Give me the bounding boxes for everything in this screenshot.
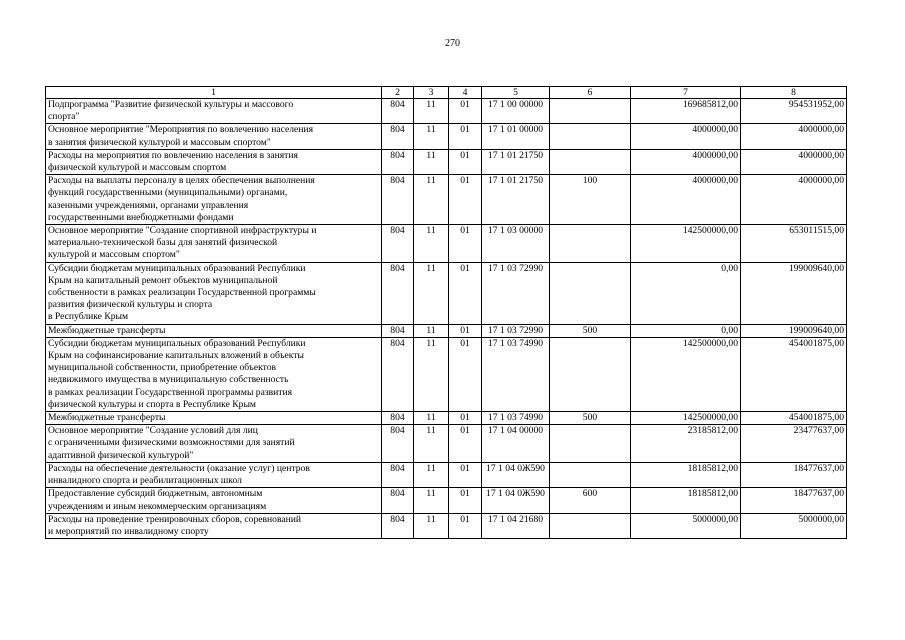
row-name-line: Основное мероприятие "Создание спортивной инфраструктуры и	[48, 225, 317, 237]
target-article-cell: 17 1 01 21750	[482, 149, 550, 174]
amount-2-cell: 199009640,00	[741, 324, 847, 337]
table-row	[46, 225, 847, 263]
row-name-line: функций государственными (муниципальными) органами,	[48, 187, 288, 199]
amount-1-cell: 142500000,00	[631, 337, 741, 411]
amount-2-cell: 5000000,00	[741, 513, 847, 538]
header-cell: 2	[382, 87, 414, 99]
row-name-cell	[46, 488, 382, 513]
section-code-cell: 11	[414, 425, 449, 463]
target-article-cell: 17 1 04 21680	[482, 513, 550, 538]
row-name-cell	[46, 462, 382, 487]
row-name-line: Межбюджетные трансферты	[48, 412, 166, 424]
target-article-cell: 17 1 03 72990	[482, 324, 550, 337]
row-name-cell	[46, 225, 382, 263]
target-article-cell: 17 1 04 0Ж590	[482, 488, 550, 513]
table-row	[46, 412, 847, 425]
grbs-code-cell: 804	[382, 412, 414, 425]
amount-2-cell: 454001875,00	[741, 337, 847, 411]
header-cell: 6	[550, 87, 631, 99]
table-row	[46, 425, 847, 463]
expense-type-cell	[550, 425, 631, 463]
row-name-cell	[46, 513, 382, 538]
amount-2-cell: 23477637,00	[741, 425, 847, 463]
row-name-line: и мероприятий по инвалидному спорту	[48, 525, 209, 537]
amount-1-cell: 18185812,00	[631, 488, 741, 513]
row-name-line: Расходы на мероприятия по вовлечению населения в занятия	[48, 149, 298, 161]
target-article-cell: 17 1 03 74990	[482, 337, 550, 411]
row-name-cell	[46, 262, 382, 324]
row-name-cell	[46, 425, 382, 463]
section-code-cell: 11	[414, 124, 449, 149]
expense-type-cell: 100	[550, 175, 631, 225]
subsection-code-cell: 01	[449, 462, 482, 487]
subsection-code-cell: 01	[449, 149, 482, 174]
section-code-cell: 11	[414, 99, 449, 124]
expense-type-cell	[550, 99, 631, 124]
table-row	[46, 262, 847, 324]
expense-type-cell	[550, 337, 631, 411]
amount-1-cell: 0,00	[631, 262, 741, 324]
grbs-code-cell: 804	[382, 425, 414, 463]
row-name-line: в занятия физической культурой и массовым спортом"	[48, 136, 271, 148]
row-name-line: с ограниченными физическими возможностями для занятий	[48, 437, 295, 449]
row-name-line: Расходы на проведение тренировочных сборов, соревнований	[48, 513, 302, 525]
row-name-line: инвалидного спорта и реабилитационных школ	[48, 475, 242, 487]
table-row	[46, 488, 847, 513]
row-name-cell	[46, 324, 382, 337]
subsection-code-cell: 01	[449, 99, 482, 124]
grbs-code-cell: 804	[382, 175, 414, 225]
amount-1-cell: 23185812,00	[631, 425, 741, 463]
target-article-cell: 17 1 03 00000	[482, 225, 550, 263]
header-cell: 1	[46, 87, 382, 99]
subsection-code-cell: 01	[449, 513, 482, 538]
section-code-cell: 11	[414, 462, 449, 487]
section-code-cell: 11	[414, 149, 449, 174]
target-article-cell: 17 1 03 74990	[482, 412, 550, 425]
amount-2-cell: 653011515,00	[741, 225, 847, 263]
grbs-code-cell: 804	[382, 99, 414, 124]
row-name-line: развития физической культуры и спорта	[48, 299, 213, 311]
amount-2-cell: 199009640,00	[741, 262, 847, 324]
row-name-line: муниципальной собственности, приобретение объектов	[48, 362, 277, 374]
expense-type-cell	[550, 262, 631, 324]
amount-2-cell: 4000000,00	[741, 124, 847, 149]
row-name-line: Основное мероприятие "Мероприятия по вовлечению населения	[48, 124, 313, 136]
table-row	[46, 99, 847, 124]
amount-2-cell: 454001875,00	[741, 412, 847, 425]
row-name-line: Расходы на выплаты персоналу в целях обеспечения выполнения	[48, 175, 315, 187]
target-article-cell: 17 1 00 00000	[482, 99, 550, 124]
expense-type-cell	[550, 124, 631, 149]
grbs-code-cell: 804	[382, 324, 414, 337]
row-name-line: материально-технической базы для занятий физической	[48, 237, 278, 249]
target-article-cell: 17 1 01 00000	[482, 124, 550, 149]
expense-type-cell	[550, 225, 631, 263]
expense-type-cell	[550, 149, 631, 174]
row-name-line: культурой и массовым спортом"	[48, 249, 180, 261]
amount-1-cell: 0,00	[631, 324, 741, 337]
row-name-line: государственными внебюджетными фондами	[48, 211, 234, 223]
row-name-line: казенными учреждениями, органами управления	[48, 199, 249, 211]
table-row	[46, 149, 847, 174]
section-code-cell: 11	[414, 175, 449, 225]
row-name-cell	[46, 175, 382, 225]
section-code-cell: 11	[414, 412, 449, 425]
page-number: 270	[445, 38, 460, 49]
row-name-line: спорта"	[48, 111, 80, 123]
row-name-line: физической культурой и массовым спортом	[48, 162, 227, 174]
subsection-code-cell: 01	[449, 488, 482, 513]
table-row	[46, 175, 847, 225]
target-article-cell: 17 1 04 00000	[482, 425, 550, 463]
amount-1-cell: 4000000,00	[631, 124, 741, 149]
table-header-row	[46, 87, 847, 99]
expense-type-cell: 600	[550, 488, 631, 513]
row-name-line: учреждениям и иным некоммерческим организациям	[48, 500, 267, 512]
row-name-line: Крым на софинансирование капитальных вложений в объекты	[48, 350, 304, 362]
table-row	[46, 324, 847, 337]
section-code-cell: 11	[414, 337, 449, 411]
row-name-line: Крым на капитальный ремонт объектов муниципальной	[48, 274, 278, 286]
row-name-line: Межбюджетные трансферты	[48, 324, 166, 336]
target-article-cell: 17 1 03 72990	[482, 262, 550, 324]
row-name-line: Расходы на обеспечение деятельности (оказание услуг) центров	[48, 462, 310, 474]
section-code-cell: 11	[414, 225, 449, 263]
subsection-code-cell: 01	[449, 425, 482, 463]
table-row	[46, 462, 847, 487]
row-name-line: Субсидии бюджетам муниципальных образований Республики	[48, 262, 306, 274]
expense-type-cell	[550, 513, 631, 538]
row-name-line: собственности в рамках реализации Государственной программы	[48, 287, 316, 299]
budget-table	[45, 86, 847, 539]
subsection-code-cell: 01	[449, 175, 482, 225]
subsection-code-cell: 01	[449, 324, 482, 337]
grbs-code-cell: 804	[382, 513, 414, 538]
subsection-code-cell: 01	[449, 262, 482, 324]
target-article-cell: 17 1 04 0Ж590	[482, 462, 550, 487]
section-code-cell: 11	[414, 324, 449, 337]
subsection-code-cell: 01	[449, 124, 482, 149]
amount-1-cell: 5000000,00	[631, 513, 741, 538]
amount-2-cell: 4000000,00	[741, 175, 847, 225]
amount-1-cell: 4000000,00	[631, 175, 741, 225]
grbs-code-cell: 804	[382, 124, 414, 149]
amount-2-cell: 4000000,00	[741, 149, 847, 174]
row-name-cell	[46, 337, 382, 411]
section-code-cell: 11	[414, 513, 449, 538]
grbs-code-cell: 804	[382, 225, 414, 263]
grbs-code-cell: 804	[382, 262, 414, 324]
row-name-cell	[46, 124, 382, 149]
amount-1-cell: 169685812,00	[631, 99, 741, 124]
row-name-line: Предоставление субсидий бюджетным, автономным	[48, 488, 263, 500]
header-cell: 7	[631, 87, 741, 99]
subsection-code-cell: 01	[449, 412, 482, 425]
expense-type-cell	[550, 462, 631, 487]
row-name-line: Субсидии бюджетам муниципальных образований Республики	[48, 337, 306, 349]
section-code-cell: 11	[414, 262, 449, 324]
row-name-cell	[46, 149, 382, 174]
row-name-line: Подпрограмма "Развитие физической культуры и массового	[48, 99, 294, 110]
row-name-cell	[46, 412, 382, 425]
grbs-code-cell: 804	[382, 149, 414, 174]
row-name-line: адаптивной физической культурой"	[48, 449, 194, 461]
amount-1-cell: 18185812,00	[631, 462, 741, 487]
amount-1-cell: 142500000,00	[631, 412, 741, 425]
row-name-cell	[46, 99, 382, 124]
amount-2-cell: 18477637,00	[741, 488, 847, 513]
section-code-cell: 11	[414, 488, 449, 513]
row-name-line: физической культуры и спорта в Республике Крым	[48, 398, 256, 410]
row-name-line: в Республике Крым	[48, 311, 129, 323]
table-row	[46, 124, 847, 149]
header-cell: 4	[449, 87, 482, 99]
amount-1-cell: 142500000,00	[631, 225, 741, 263]
expense-type-cell: 500	[550, 412, 631, 425]
header-cell: 8	[741, 87, 847, 99]
amount-2-cell: 18477637,00	[741, 462, 847, 487]
table-row	[46, 337, 847, 411]
grbs-code-cell: 804	[382, 462, 414, 487]
table-row	[46, 513, 847, 538]
grbs-code-cell: 804	[382, 488, 414, 513]
target-article-cell: 17 1 01 21750	[482, 175, 550, 225]
header-cell: 5	[482, 87, 550, 99]
subsection-code-cell: 01	[449, 225, 482, 263]
amount-2-cell: 954531952,00	[741, 99, 847, 124]
row-name-line: Основное мероприятие "Создание условий для лиц	[48, 425, 258, 437]
subsection-code-cell: 01	[449, 337, 482, 411]
amount-1-cell: 4000000,00	[631, 149, 741, 174]
row-name-line: недвижимого имущества в муниципальную собственность	[48, 374, 289, 386]
grbs-code-cell: 804	[382, 337, 414, 411]
expense-type-cell: 500	[550, 324, 631, 337]
row-name-line: в рамках реализации Государственной программы развития	[48, 386, 293, 398]
header-cell: 3	[414, 87, 449, 99]
